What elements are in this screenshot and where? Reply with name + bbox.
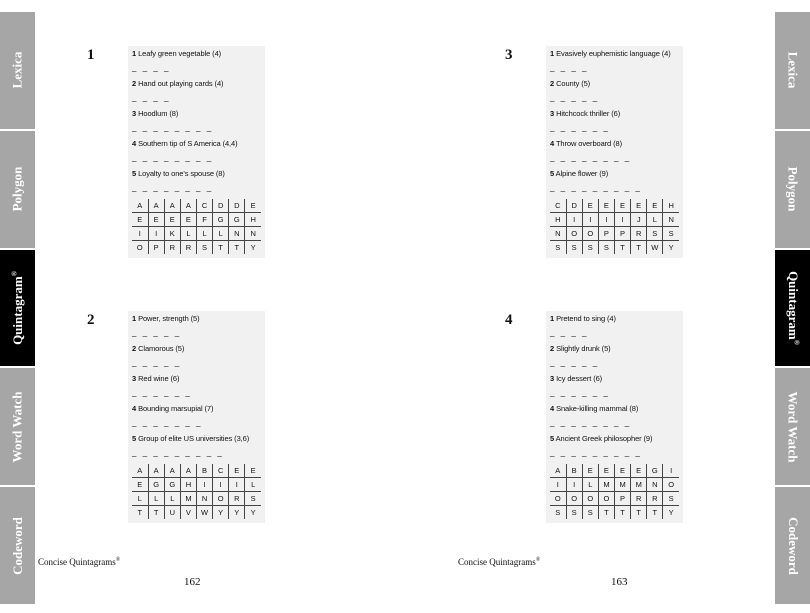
- puzzle-3: [546, 46, 683, 258]
- clue-text: Red wine (6): [138, 374, 180, 383]
- grid-letter: T: [137, 508, 143, 517]
- clue: [132, 374, 261, 384]
- clue: [132, 434, 261, 444]
- clue-text: Hitchcock thriller (6): [556, 109, 621, 118]
- clue: [132, 79, 261, 89]
- answer-blanks[interactable]: _ _ _ _ _: [132, 358, 182, 367]
- clue-number: 4: [550, 139, 555, 148]
- grid-letter: E: [180, 213, 196, 227]
- grid-letter: E: [647, 199, 663, 213]
- grid-letter: Y: [213, 506, 229, 520]
- grid-letter: O: [566, 227, 582, 241]
- grid-letter: I: [663, 464, 679, 478]
- grid-letter: S: [647, 227, 663, 241]
- clue: [550, 314, 679, 324]
- clue-number: 1: [550, 49, 555, 58]
- grid-letter: E: [132, 478, 148, 492]
- clue-number: 3: [550, 109, 555, 118]
- tab-label-text: Word Watch: [9, 391, 25, 463]
- grid-letter: T: [229, 241, 245, 255]
- grid-letter: M: [180, 492, 196, 506]
- grid-letter: E: [582, 464, 598, 478]
- clue-text: Leafy green vegetable (4): [138, 49, 222, 58]
- grid-letter: L: [164, 492, 180, 506]
- tab-polygon[interactable]: [0, 131, 35, 248]
- tab-lexica[interactable]: [0, 12, 35, 129]
- grid-letter: K: [164, 227, 180, 241]
- puzzle-4: [546, 311, 683, 523]
- clue-number: 5: [132, 169, 137, 178]
- grid-letter: T: [213, 241, 229, 255]
- grid-letter: A: [148, 464, 164, 478]
- section-tabs-left: [0, 12, 35, 604]
- grid-row: [132, 492, 261, 506]
- grid-row: [550, 492, 679, 506]
- grid-letter: T: [631, 241, 647, 255]
- tab-quintagram[interactable]: [775, 250, 810, 367]
- grid-letter: T: [647, 506, 663, 520]
- tab-codeword[interactable]: [0, 487, 35, 604]
- answer-blanks[interactable]: _ _ _ _: [550, 328, 589, 337]
- clue: [132, 169, 261, 179]
- section-tabs-right: [775, 12, 810, 604]
- grid-row: [132, 478, 261, 492]
- grid-letter: A: [164, 199, 180, 213]
- grid-letter: A: [132, 199, 148, 213]
- page-number-left: 162: [184, 576, 201, 588]
- clue-number: 4: [132, 404, 137, 413]
- grid-letter: S: [598, 241, 614, 255]
- grid-letter: E: [631, 199, 647, 213]
- clue: [550, 434, 679, 444]
- grid-letter: T: [615, 506, 631, 520]
- answer-blanks[interactable]: _ _ _ _ _ _ _ _: [132, 123, 214, 132]
- grid-letter: W: [197, 506, 213, 520]
- clue-text: Bounding marsupial (7): [138, 404, 214, 413]
- clue-text: Ancient Greek philosopher (9): [555, 434, 653, 443]
- clue-text: Hoodlum (8): [138, 109, 179, 118]
- grid-letter: M: [631, 478, 647, 492]
- grid-letter: R: [229, 492, 245, 506]
- grid-letter: S: [582, 506, 598, 520]
- answer-blanks[interactable]: _ _ _ _ _ _ _ _: [550, 418, 632, 427]
- grid-letter: P: [615, 492, 631, 506]
- grid-letter: H: [663, 199, 679, 213]
- grid-letter: L: [582, 478, 598, 492]
- clue: [550, 109, 679, 119]
- tab-polygon[interactable]: [775, 131, 810, 248]
- footer-title-left: Concise Quintagrams®: [38, 557, 121, 567]
- tab-label: [10, 271, 26, 345]
- puzzle-1: [128, 46, 265, 258]
- grid-letter: P: [598, 227, 614, 241]
- answer-blanks[interactable]: _ _ _ _ _: [550, 358, 600, 367]
- clue: [550, 404, 679, 414]
- grid-letter: N: [550, 227, 566, 241]
- clue-number: 2: [550, 344, 555, 353]
- grid-letter: B: [566, 464, 582, 478]
- clue: [132, 139, 261, 149]
- grid-letter: S: [245, 492, 261, 506]
- clue-text: Throw overboard (8): [555, 139, 622, 148]
- grid-letter: I: [566, 213, 582, 227]
- grid-row: [132, 227, 261, 241]
- puzzle-2: [128, 311, 265, 523]
- answer-blanks[interactable]: _ _ _ _ _: [550, 93, 600, 102]
- clue-text: Alpine flower (9): [555, 169, 609, 178]
- grid-letter: A: [148, 199, 164, 213]
- clue-text: Slightly drunk (5): [556, 344, 611, 353]
- grid-letter: G: [647, 464, 663, 478]
- grid-letter: M: [598, 478, 614, 492]
- grid-letter: L: [132, 492, 148, 506]
- grid-letter: I: [197, 478, 213, 492]
- tab-label-text: Polygon: [9, 166, 25, 212]
- tab-label: [785, 52, 801, 89]
- grid-letter: U: [164, 506, 180, 520]
- grid-letter: L: [180, 227, 196, 241]
- grid-row: [550, 199, 679, 213]
- grid-letter: F: [197, 213, 213, 227]
- grid-letter: A: [180, 199, 196, 213]
- grid-letter: N: [197, 492, 213, 506]
- grid-letter: Y: [663, 506, 679, 520]
- tab-label-text: Lexica: [785, 51, 801, 89]
- grid-letter: E: [245, 464, 261, 478]
- clue-number: 2: [132, 79, 137, 88]
- clue-number: 5: [550, 434, 555, 443]
- clue-number: 3: [550, 374, 555, 383]
- puzzle-number-4: 4: [505, 312, 513, 328]
- grid-letter: I: [550, 478, 566, 492]
- grid-letter: E: [631, 464, 647, 478]
- clue-number: 1: [550, 314, 555, 323]
- tab-label-text: Quintagram: [9, 276, 25, 345]
- tab-label-text: Codeword: [9, 516, 25, 575]
- grid-letter: E: [615, 464, 631, 478]
- tab-word-watch[interactable]: [0, 368, 35, 485]
- answer-blanks[interactable]: _ _ _ _ _ _ _ _ _: [550, 448, 642, 457]
- grid-letter: H: [180, 478, 196, 492]
- grid-letter: S: [555, 243, 561, 252]
- grid-letter: R: [631, 492, 647, 506]
- grid-letter: I: [148, 227, 164, 241]
- grid-letter: O: [598, 492, 614, 506]
- tab-label: [10, 52, 26, 89]
- clue: [132, 344, 261, 354]
- grid-letter: I: [229, 478, 245, 492]
- grid-letter: O: [213, 492, 229, 506]
- answer-blanks[interactable]: _ _ _ _ _ _ _ _ _: [550, 183, 642, 192]
- answer-blanks[interactable]: _ _ _ _: [550, 63, 589, 72]
- grid-letter: E: [164, 213, 180, 227]
- clue: [132, 109, 261, 119]
- grid-letter: I: [598, 213, 614, 227]
- grid-letter: N: [663, 213, 679, 227]
- answer-blanks[interactable]: _ _ _ _ _ _ _ _: [132, 183, 214, 192]
- grid-letter: L: [245, 478, 261, 492]
- grid-letter: S: [555, 508, 561, 517]
- grid-letter: L: [197, 227, 213, 241]
- footer-title-right: Concise Quintagrams®: [458, 557, 541, 567]
- grid-letter: A: [164, 464, 180, 478]
- clue: [550, 374, 679, 384]
- grid-letter: E: [132, 213, 148, 227]
- tab-label: [10, 167, 26, 212]
- page-number-right: 163: [611, 576, 628, 588]
- clue-text: Hand out playing cards (4): [138, 79, 224, 88]
- clue: [132, 49, 261, 59]
- grid-letter: B: [197, 464, 213, 478]
- grid-letter: N: [245, 227, 261, 241]
- grid-letter: T: [598, 506, 614, 520]
- clue-text: Snake-killing mammal (8): [556, 404, 639, 413]
- grid-letter: A: [132, 464, 148, 478]
- grid-letter: G: [213, 213, 229, 227]
- puzzle-number-3: 3: [505, 47, 513, 63]
- clue-text: Clamorous (5): [138, 344, 185, 353]
- grid-row: [132, 464, 261, 478]
- clue-text: Icy dessert (6): [556, 374, 603, 383]
- grid-letter: V: [180, 506, 196, 520]
- grid-letter: T: [615, 241, 631, 255]
- clue-number: 2: [550, 79, 555, 88]
- letter-grid: [132, 199, 261, 254]
- grid-letter: O: [566, 492, 582, 506]
- grid-letter: G: [148, 478, 164, 492]
- clue-text: Loyalty to one's spouse (8): [138, 169, 225, 178]
- tab-label-text: Polygon: [785, 166, 801, 212]
- answer-blanks[interactable]: _ _ _ _ _ _ _ _: [550, 153, 632, 162]
- grid-letter: G: [164, 478, 180, 492]
- tab-quintagram[interactable]: [0, 250, 35, 367]
- grid-letter: D: [229, 199, 245, 213]
- clue-text: Pretend to sing (4): [556, 314, 616, 323]
- grid-letter: C: [213, 464, 229, 478]
- clue-number: 1: [132, 314, 137, 323]
- grid-letter: R: [647, 492, 663, 506]
- grid-row: [132, 506, 261, 520]
- tab-codeword[interactable]: [775, 487, 810, 604]
- grid-letter: Y: [229, 506, 245, 520]
- clue-number: 4: [550, 404, 555, 413]
- clue-number: 5: [132, 434, 137, 443]
- grid-letter: I: [213, 478, 229, 492]
- grid-letter: L: [647, 213, 663, 227]
- answer-blanks[interactable]: _ _ _ _ _ _: [132, 388, 192, 397]
- grid-letter: H: [245, 213, 261, 227]
- grid-letter: R: [631, 227, 647, 241]
- grid-letter: J: [631, 213, 647, 227]
- tab-label: [10, 391, 26, 462]
- answer-blanks[interactable]: _ _ _ _: [132, 63, 171, 72]
- tab-label-text: Codeword: [785, 516, 801, 575]
- grid-letter: L: [148, 492, 164, 506]
- grid-letter: D: [566, 199, 582, 213]
- clue: [132, 404, 261, 414]
- grid-letter: C: [197, 199, 213, 213]
- answer-blanks[interactable]: _ _ _ _ _: [132, 328, 182, 337]
- grid-letter: Y: [245, 506, 261, 520]
- clue: [550, 49, 679, 59]
- grid-letter: E: [615, 199, 631, 213]
- grid-letter: N: [229, 227, 245, 241]
- registered-mark: ®: [791, 339, 800, 345]
- tab-label: [785, 517, 801, 575]
- grid-row: [550, 213, 679, 227]
- tab-label: [10, 517, 26, 575]
- tab-label: [785, 391, 801, 462]
- clue: [132, 314, 261, 324]
- grid-letter: O: [582, 227, 598, 241]
- grid-letter: A: [550, 464, 566, 478]
- grid-letter: O: [663, 478, 679, 492]
- grid-row: [550, 506, 679, 520]
- grid-letter: I: [582, 213, 598, 227]
- grid-letter: G: [229, 213, 245, 227]
- clue-number: 3: [132, 374, 137, 383]
- grid-letter: W: [647, 241, 663, 255]
- grid-row: [550, 464, 679, 478]
- clue-number: 1: [132, 49, 137, 58]
- grid-letter: L: [213, 227, 229, 241]
- grid-letter: I: [615, 213, 631, 227]
- clue-number: 3: [132, 109, 137, 118]
- answer-blanks[interactable]: _ _ _ _ _ _ _: [132, 418, 203, 427]
- clue: [550, 169, 679, 179]
- tab-label-text: Word Watch: [785, 391, 801, 463]
- clue-text: Power, strength (5): [138, 314, 200, 323]
- registered-mark: ®: [10, 271, 19, 277]
- puzzle-number-1: 1: [87, 47, 95, 63]
- grid-letter: O: [550, 492, 566, 506]
- grid-letter: H: [550, 213, 566, 227]
- answer-blanks[interactable]: _ _ _ _ _ _ _ _: [132, 153, 214, 162]
- puzzle-number-2: 2: [87, 312, 95, 328]
- grid-letter: I: [132, 227, 148, 241]
- letter-grid: [132, 464, 261, 519]
- grid-row: [550, 227, 679, 241]
- grid-letter: E: [148, 213, 164, 227]
- grid-letter: S: [582, 241, 598, 255]
- grid-letter: I: [566, 478, 582, 492]
- letter-grid: [550, 464, 679, 519]
- clue: [550, 139, 679, 149]
- clue: [550, 79, 679, 89]
- grid-row: [550, 241, 679, 255]
- grid-letter: T: [631, 506, 647, 520]
- grid-letter: S: [663, 492, 679, 506]
- grid-row: [132, 199, 261, 213]
- grid-letter: C: [550, 199, 566, 213]
- grid-letter: E: [245, 199, 261, 213]
- letter-grid: [550, 199, 679, 254]
- tab-word-watch[interactable]: [775, 368, 810, 485]
- grid-letter: P: [148, 241, 164, 255]
- grid-letter: N: [647, 478, 663, 492]
- grid-letter: O: [582, 492, 598, 506]
- grid-row: [550, 478, 679, 492]
- clue-number: 4: [132, 139, 137, 148]
- grid-row: [132, 241, 261, 255]
- answer-blanks[interactable]: _ _ _ _: [132, 93, 171, 102]
- grid-letter: R: [180, 241, 196, 255]
- tab-label: [785, 271, 801, 345]
- clue-text: Group of elite US universities (3,6): [138, 434, 250, 443]
- answer-blanks[interactable]: _ _ _ _ _ _: [550, 123, 610, 132]
- grid-letter: E: [598, 464, 614, 478]
- clue-number: 2: [132, 344, 137, 353]
- grid-letter: R: [164, 241, 180, 255]
- grid-letter: S: [197, 241, 213, 255]
- clue-text: County (5): [556, 79, 591, 88]
- clue-number: 5: [550, 169, 555, 178]
- answer-blanks[interactable]: _ _ _ _ _ _ _ _ _: [132, 448, 224, 457]
- clue-text: Southern tip of S America (4,4): [138, 139, 238, 148]
- tab-lexica[interactable]: [775, 12, 810, 129]
- grid-letter: E: [229, 464, 245, 478]
- grid-letter: E: [598, 199, 614, 213]
- grid-row: [132, 213, 261, 227]
- grid-letter: Y: [245, 241, 261, 255]
- tab-label: [785, 167, 801, 212]
- grid-letter: Y: [663, 241, 679, 255]
- grid-letter: E: [582, 199, 598, 213]
- clue-text: Evasively euphemistic language (4): [556, 49, 671, 58]
- grid-letter: P: [615, 227, 631, 241]
- answer-blanks[interactable]: _ _ _ _ _ _: [550, 388, 610, 397]
- grid-letter: D: [213, 199, 229, 213]
- clue: [550, 344, 679, 354]
- grid-letter: T: [148, 506, 164, 520]
- grid-letter: S: [663, 227, 679, 241]
- grid-letter: S: [566, 506, 582, 520]
- grid-letter: M: [615, 478, 631, 492]
- grid-letter: O: [136, 243, 143, 252]
- grid-letter: A: [180, 464, 196, 478]
- tab-label-text: Lexica: [9, 51, 25, 89]
- grid-letter: S: [566, 241, 582, 255]
- tab-label-text: Quintagram: [785, 271, 801, 340]
